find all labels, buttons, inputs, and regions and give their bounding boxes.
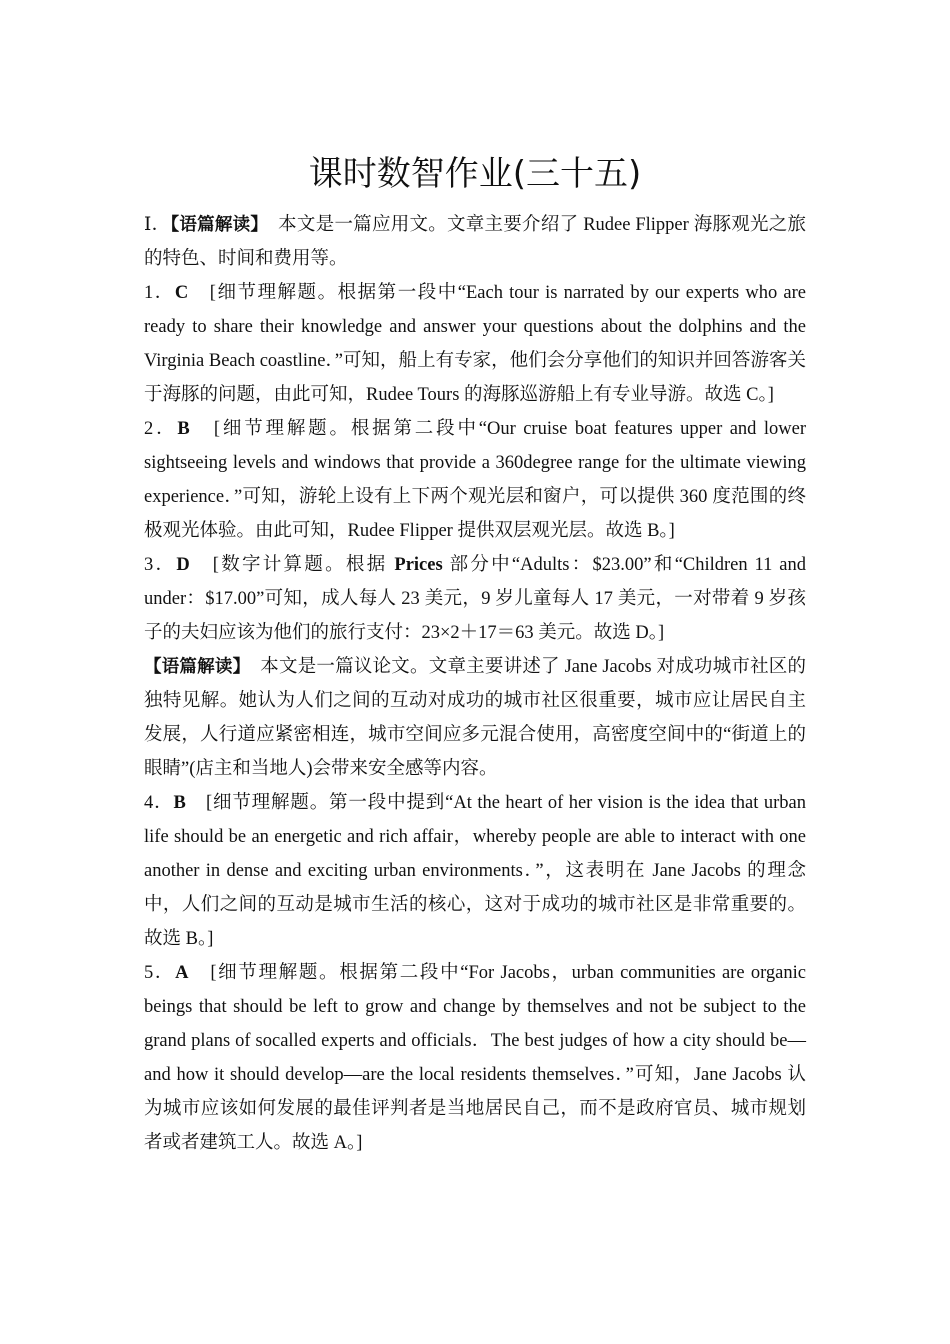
question-number: 1．: [144, 283, 175, 303]
explanation-text: [细节理解题。根据第二段中“For Jacobs，urban communities are organic beings that should be left to grow and change by themselves and not be subject to the grand plans of socalled experts and officials．The best judges of how a city should be—and how it should develop—are the local residents themselves．”可知，Jane Jacobs 认为城市应该如何发展的最佳评判者是当地居民自己，而不是政府官员、城市规划者或者建筑工人。故选 A。]: [144, 963, 806, 1153]
answer-content: [144, 208, 806, 1160]
question-5-answer: [144, 956, 806, 1160]
answer-letter: C: [174, 283, 189, 303]
explanation-text: [细节理解题。根据第二段中“Our cruise boat features upper and lower sightseeing levels and windows that provide a 360degree range for the ultimate viewing experience．”可知，游轮上设有上下两个观光层和窗户，可以提供 360 度范围的终极观光体验。由此可知，Rudee Flipper 提供双层观光层。故选 B。]: [144, 419, 806, 541]
answer-letter: B: [173, 793, 186, 813]
reading-intro-1: [144, 208, 806, 276]
question-number: 4．: [144, 793, 174, 813]
question-number: 2．: [144, 419, 178, 439]
answer-letter: D: [176, 555, 190, 575]
question-3-answer: [144, 548, 806, 650]
question-2-answer: [144, 412, 806, 548]
question-number: 5．: [144, 963, 176, 983]
bold-keyword: Prices: [394, 555, 443, 575]
explanation-text: [数字计算题。根据: [189, 555, 395, 575]
question-4-answer: [144, 786, 806, 956]
explanation-text: [细节理解题。第一段中提到“At the heart of her vision is the idea that urban life should be an energetic and rich affair，whereby people are able to interact with one another in dense and exciting urban environments．”，这表明在 Jane Jacobs 的理念中，人们之间的互动是城市生活的核心，这对于成功的城市社区是非常重要的。故选 B。]: [144, 793, 806, 949]
answer-letter: A: [175, 963, 189, 983]
passage-analysis-tag: 【语篇解读】: [144, 657, 242, 677]
answer-letter: B: [177, 419, 190, 439]
intro-text: 本文是一篇应用文。文章主要介绍了 Rudee Flipper 海豚观光之旅的特色、时间和费用等。: [144, 215, 806, 269]
section-number: Ⅰ．: [144, 215, 171, 235]
explanation-text: [细节理解题。根据第一段中“Each tour is narrated by our experts who are ready to share their knowledge and answer your questions about the dolphins and the Virginia Beach coastline．”可知，船上有专家，他们会分享他们的知识并回答游客关于海豚的问题，由此可知，Rudee Tours 的海豚巡游船上有专业导游。故选 C。]: [144, 283, 806, 405]
explanation-text-continued: 部分中“Adults：$23.00”和“Children 11 and under：$17.00”可知，成人每人 23 美元，9 岁儿童每人 17 美元，一对带着 9 岁孩子的夫妇应该为他们的旅行支付：23×2＋17＝63 美元。故选 D。]: [144, 555, 806, 643]
question-1-answer: [144, 276, 806, 412]
page-title: 课时数智作业(三十五): [308, 154, 642, 194]
passage-analysis-tag: 【语篇解读】: [170, 215, 260, 235]
intro-text: 本文是一篇议论文。文章主要讲述了 Jane Jacobs 对成功城市社区的独特见解。她认为人们之间的互动对成功的城市社区很重要，城市应让居民自主发展，人行道应紧密相连，城市空间应多元混合使用，高密度空间中的“街道上的眼睛”(店主和当地人)会带来安全感等内容。: [144, 657, 807, 779]
question-number: 3．: [144, 555, 177, 575]
reading-intro-2: [144, 650, 806, 786]
